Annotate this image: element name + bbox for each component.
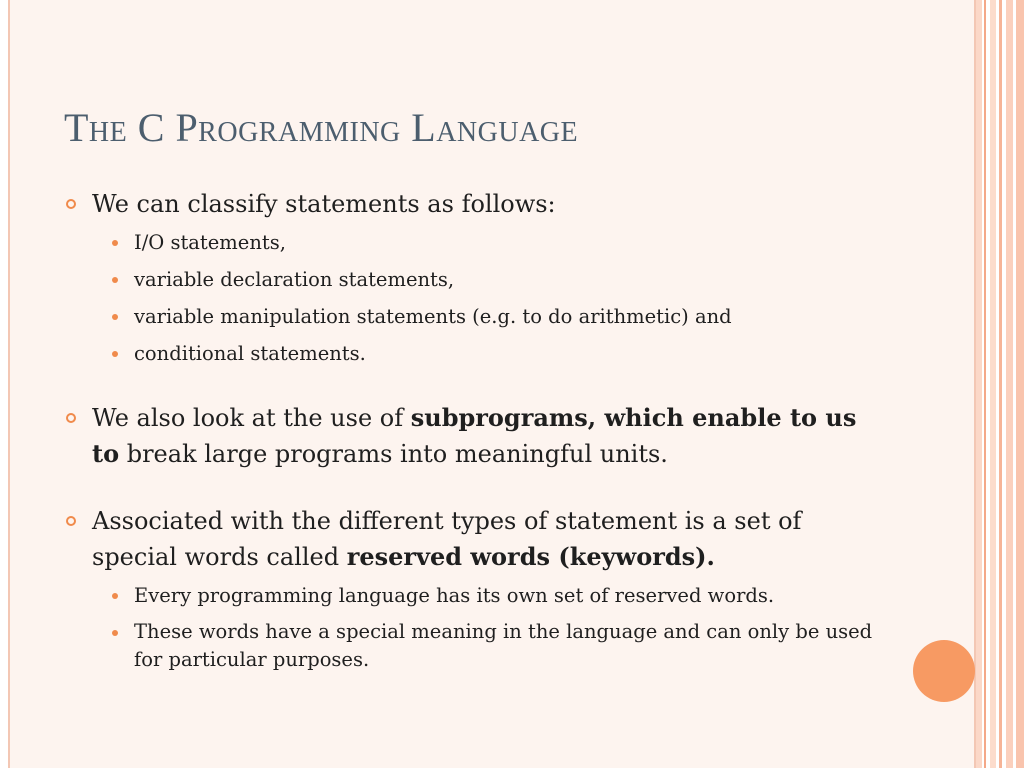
bullet-point-2 <box>64 400 884 472</box>
sub-bullet <box>64 265 884 295</box>
dot-bullet-icon <box>112 351 118 357</box>
sub-bullet-text: variable declaration statements, <box>134 268 455 291</box>
sub-bullet <box>64 581 884 611</box>
decorative-stripe <box>990 0 996 768</box>
dot-bullet-icon <box>112 277 118 283</box>
bullet-text: Associated with the different types of statement is a set of special words called <box>92 507 802 571</box>
sub-bullet <box>64 228 884 258</box>
bold-text: subprograms, which enable to us to <box>92 403 857 468</box>
bullet-text: break large programs into meaningful units. <box>119 440 668 468</box>
decorative-stripe <box>976 0 982 768</box>
sub-bullet <box>64 618 884 674</box>
decorative-circle <box>913 640 975 702</box>
dot-bullet-icon <box>112 314 118 320</box>
dot-bullet-icon <box>112 630 118 636</box>
ring-bullet-icon <box>66 413 76 423</box>
decorative-stripe <box>999 0 1002 768</box>
sub-bullet <box>64 302 884 332</box>
sub-bullet-text: I/O statements, <box>134 231 286 254</box>
bullet-text: We can classify statements as follows: <box>92 190 556 218</box>
ring-bullet-icon <box>66 199 76 209</box>
decorative-stripe <box>1016 0 1024 768</box>
slide-body <box>64 186 884 674</box>
bullet-text: We also look at the use of <box>92 404 411 432</box>
decorative-stripe <box>1006 0 1013 768</box>
sub-bullet-text: These words have a special meaning in the language and can only be used for particular purposes. <box>134 620 873 671</box>
ring-bullet-icon <box>66 516 76 526</box>
sub-bullet-text: Every programming language has its own set of reserved words. <box>134 584 775 607</box>
sub-bullet-text: conditional statements. <box>134 342 366 365</box>
sub-bullet <box>64 339 884 369</box>
dot-bullet-icon <box>112 240 118 246</box>
decorative-stripe <box>984 0 986 768</box>
bullet-point-1 <box>64 186 884 222</box>
sub-bullet-text: variable manipulation statements (e.g. to do arithmetic) and <box>134 305 732 328</box>
bullet-point-3 <box>64 503 884 575</box>
dot-bullet-icon <box>112 593 118 599</box>
bold-text: reserved words (keywords). <box>346 542 715 571</box>
slide-title: The C Programming Language <box>64 105 579 150</box>
